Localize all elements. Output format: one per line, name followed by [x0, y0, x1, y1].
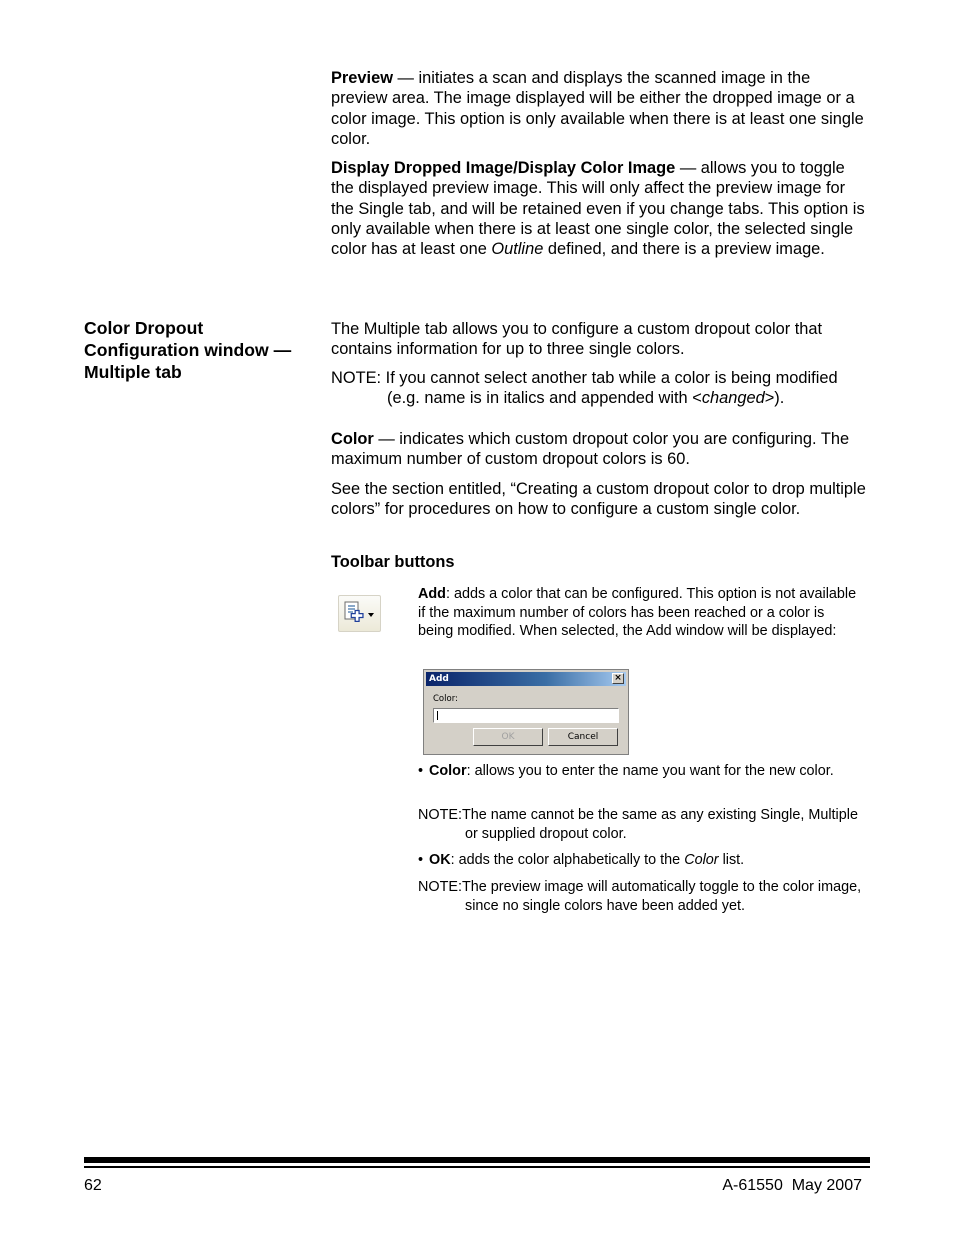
- add-term: Add: [418, 586, 446, 602]
- bullet-color-term: Color: [429, 763, 467, 779]
- color-term: Color: [331, 430, 374, 448]
- bullet-mark: •: [418, 852, 424, 868]
- section-heading: Color Dropout Configuration window — Multiple tab: [84, 318, 292, 382]
- note-label: NOTE:: [418, 807, 462, 823]
- note-text: The preview image will automatically toggle to the color image, since no single colors have been added yet.: [461, 879, 862, 914]
- note-tab-modified: [331, 368, 871, 409]
- note-label: NOTE:: [331, 369, 382, 387]
- close-icon[interactable]: ×: [612, 673, 624, 684]
- bullet-mark: •: [418, 763, 424, 779]
- note-label: NOTE:: [418, 879, 462, 895]
- bullet-color-text: : allows you to enter the name you want for the new color.: [466, 763, 834, 779]
- note-text: The name cannot be the same as any existing Single, Multiple or supplied dropout color.: [461, 807, 858, 842]
- footer-rule-thick: [84, 1157, 870, 1163]
- footer-rule-thin: [84, 1166, 870, 1168]
- preview-text: — initiates a scan and displays the scanned image in the preview area. The image displayed will be either the dropped image or a color image. This option is only available when there is at least one single color.: [331, 69, 864, 148]
- color-label: Color:: [433, 694, 458, 704]
- ok-button[interactable]: OK: [473, 728, 543, 746]
- bullet-ok-text-end: list.: [718, 852, 745, 868]
- bullet-ok-term: OK: [429, 852, 451, 868]
- dialog-title: Add: [429, 674, 449, 684]
- preview-paragraph: [331, 68, 871, 149]
- dialog-title-bar: [426, 672, 626, 686]
- color-text: — indicates which custom dropout color you are configuring. The maximum number of custom dropout colors is 60.: [331, 430, 850, 469]
- bullet-ok-text: : adds the color alphabetically to the: [450, 852, 685, 868]
- add-text: : adds a color that can be configured. This option is not available if the maximum number of colors has been reached or a color is being modified. When selected, the Add window will be displayed:: [418, 586, 857, 640]
- page-number: 62: [84, 1177, 102, 1194]
- display-dropped-paragraph: [331, 158, 871, 259]
- document-id: A-61550 May 2007: [722, 1177, 862, 1194]
- cancel-button[interactable]: Cancel: [548, 728, 618, 746]
- color-paragraph: [331, 429, 871, 470]
- add-dialog: [423, 669, 629, 755]
- color-list-italic: Color: [684, 852, 719, 868]
- intro-paragraph: The Multiple tab allows you to configure a custom dropout color that contains information for up to three single colors.: [331, 320, 823, 359]
- note-name-unique: [418, 806, 863, 843]
- display-dropped-term: Display Dropped Image/Display Color Image: [331, 159, 676, 177]
- add-paragraph: [418, 585, 863, 641]
- bullet-ok: [418, 851, 863, 870]
- toolbar-buttons-heading: Toolbar buttons: [331, 553, 455, 571]
- note-text-end: >).: [764, 389, 785, 408]
- preview-term: Preview: [331, 69, 393, 87]
- note-preview-toggle: [418, 878, 863, 915]
- text-caret: [437, 711, 438, 720]
- see-section-paragraph: See the section entitled, “Creating a custom dropout color to drop multiple colors” for procedures on how to configure a custom single color.: [331, 480, 866, 519]
- color-name-input[interactable]: [433, 708, 619, 723]
- note-text: If you cannot select another tab while a color is being modified (e.g. name is in italics and appended with <: [381, 369, 838, 408]
- bullet-color: [418, 762, 863, 781]
- add-dropdown-icon: [338, 595, 381, 632]
- changed-italic: changed: [701, 389, 765, 408]
- outline-italic: Outline: [491, 240, 544, 259]
- display-dropped-text: — allows you to toggle the displayed preview image. This will only affect the preview image for the Single tab, and will be retained even if you change tabs. This option is only available when there is at least one single color, the selected single color has at least one: [331, 159, 865, 259]
- display-dropped-text-end: defined, and there is a preview image.: [543, 240, 825, 259]
